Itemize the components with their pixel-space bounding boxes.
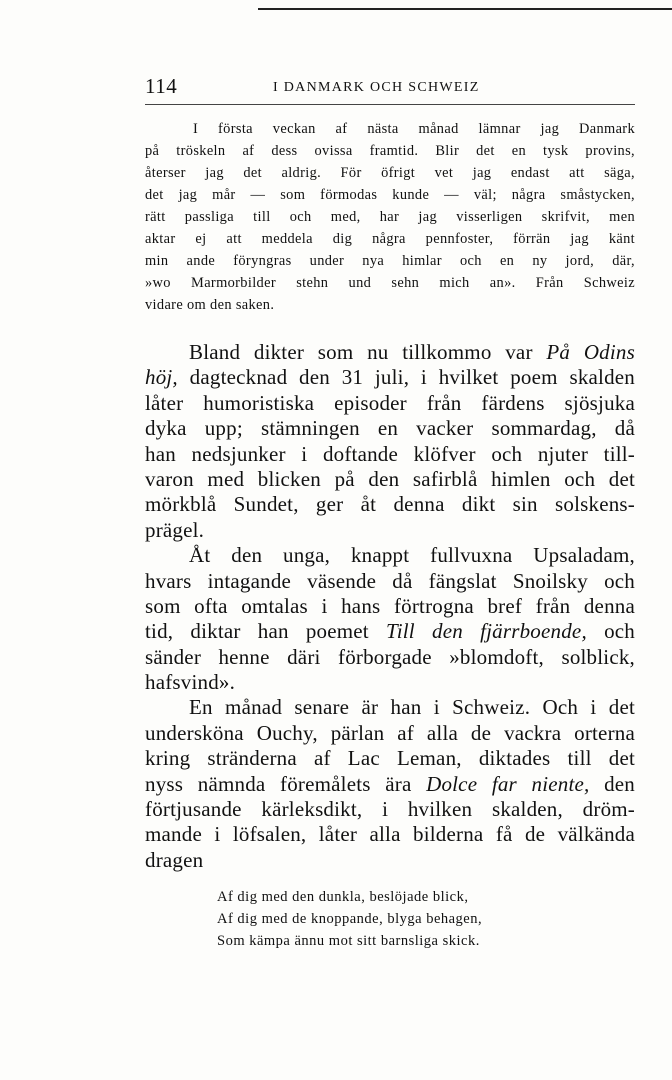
letter-line: vidare om den saken. [145,297,275,313]
letter-line: återser jag det aldrig. För öfrigt vet jag endast att säga, [145,165,635,181]
letter-line: rätt passliga till och med, har jag visserligen skrifvit, men [145,209,635,225]
poem-line: Som kämpa ännu mot sitt barnsliga skick. [217,933,480,949]
paragraph-1-line: han nedsjunker i doftande klöfver och njuter till- [145,441,635,466]
paragraph-3-line: dragen [145,847,204,872]
letter-line: det jag mår — som förmodas kunde — väl; några småstycken, [145,187,635,203]
header-rule [145,104,635,105]
paragraph-3-line: En månad senare är han i Schweiz. Och i det [189,695,635,720]
paragraph-3-line: mande i löfsalen, låter alla bilderna få de välkända [145,822,635,847]
paragraph-1-line: varon med blicken på den safirblå himlen och det [145,466,635,491]
poem-title-dolce-far-niente: Dolce far niente, [426,771,590,796]
paragraph-2-line: Åt den unga, knappt fullvuxna Upsaladam, [189,543,635,568]
paragraph-3-line: nyss nämnda föremålets ära Dolce far niente, den [145,771,635,796]
paragraph-1-line: dyka upp; stämningen en vacker sommardag, då [145,416,635,441]
body-text [145,340,635,873]
poem-title-pa-odins-hoj-cont: höj, [145,365,178,390]
paragraph-3-line: kring stränderna af Lac Leman, diktades till det [145,746,635,771]
paragraph-1-line: mörkblå Sundet, ger åt denna dikt sin solskens- [145,492,635,517]
paragraph-2-line: hvars intagande väsende då fängslat Snoilsky och [145,568,635,593]
letter-line: aktar ej att meddela dig några pennfoster, förrän jag känt [145,231,635,247]
poem-title-pa-odins-hoj: På Odins [546,340,635,364]
running-title: I DANMARK OCH SCHWEIZ [273,80,480,95]
letter-quotation [145,118,635,316]
paragraph-2-line: sänder henne däri förborgade »blomdoft, solblick, [145,644,635,669]
poem-quotation [217,886,637,952]
poem-line: Af dig med de knoppande, blyga behagen, [217,911,483,927]
paragraph-2-line: som ofta omtalas i hans förtrogna bref från denna [145,593,635,618]
letter-line: på tröskeln af dess ovissa framtid. Blir det en tysk provins, [145,143,635,159]
letter-line: min ande föryngras under nya himlar och en ny jord, där, [145,253,635,269]
letter-line: I första veckan af nästa månad lämnar jag Danmark [193,121,635,137]
top-edge-rule [258,8,672,10]
paragraph-2-line: hafsvind». [145,670,236,695]
poem-title-till-den-fjarrboende: Till den fjärrboende, [386,619,587,644]
paragraph-1-line: prägel. [145,517,205,542]
page-number: 114 [145,74,178,98]
paragraph-3-line: förtjusande kärleksdikt, i hvilken skalden, dröm- [145,797,635,822]
paragraph-1-line: låter humoristiska episoder från färdens sjösjuka [145,390,635,415]
page-header [145,74,635,102]
paragraph-1-line: Bland dikter som nu tillkommo var På Odins [189,340,635,364]
paragraph-3-line: undersköna Ouchy, pärlan af alla de vackra orterna [145,720,635,745]
poem-line: Af dig med den dunkla, beslöjade blick, [217,889,469,905]
paragraph-1-line: höj, dagtecknad den 31 juli, i hvilket poem skalden [145,365,635,390]
letter-line: »wo Marmorbilder stehn und sehn mich an». Från Schweiz [145,275,635,291]
paragraph-2-line: tid, diktar han poemet Till den fjärrboende, och [145,619,635,644]
